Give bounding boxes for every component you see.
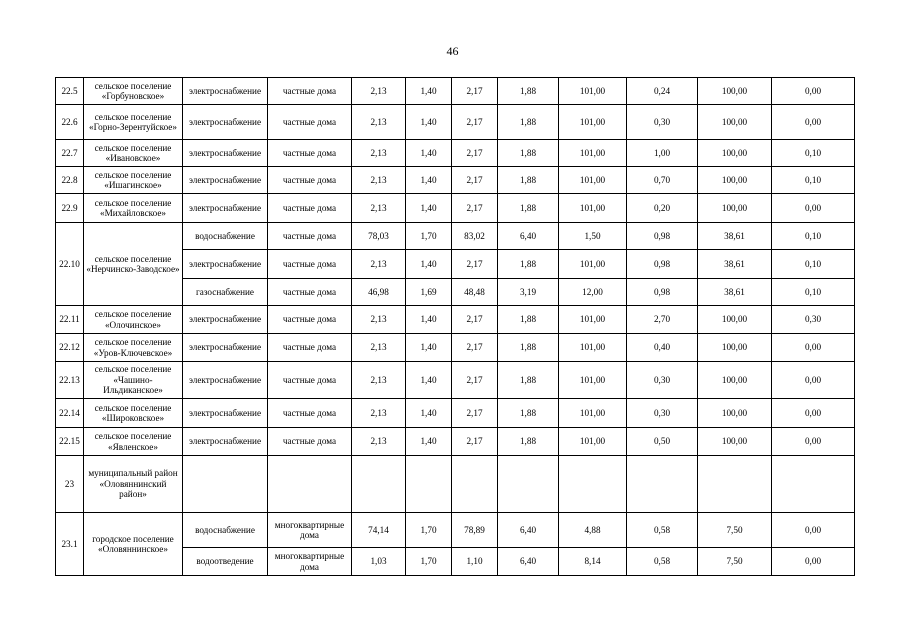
value-cell: 0,98 <box>627 279 698 306</box>
housing-type-cell: частные дома <box>268 167 352 194</box>
service-cell: электроснабжение <box>183 428 268 456</box>
page-number: 46 <box>446 44 459 58</box>
value-cell: 101,00 <box>559 194 627 223</box>
value-cell: 2,70 <box>627 306 698 334</box>
value-cell: 0,24 <box>627 78 698 105</box>
value-cell: 2,17 <box>452 306 498 334</box>
value-cell: 0,30 <box>772 306 855 334</box>
value-cell: 6,40 <box>498 548 559 576</box>
value-cell: 100,00 <box>698 194 772 223</box>
value-cell: 101,00 <box>559 428 627 456</box>
table-row <box>56 428 855 456</box>
value-cell: 0,40 <box>627 334 698 362</box>
settlement-name-cell: сельское поселение «Уров-Ключевское» <box>84 334 183 362</box>
value-cell: 78,89 <box>452 513 498 548</box>
value-cell: 2,13 <box>352 250 406 279</box>
service-cell: электроснабжение <box>183 167 268 194</box>
value-cell: 38,61 <box>698 250 772 279</box>
row-number-cell: 22.11 <box>56 306 84 334</box>
value-cell: 0,00 <box>772 78 855 105</box>
value-cell: 101,00 <box>559 334 627 362</box>
service-cell: электроснабжение <box>183 105 268 140</box>
value-cell: 1,70 <box>406 513 452 548</box>
housing-type-cell: частные дома <box>268 78 352 105</box>
value-cell: 0,10 <box>772 167 855 194</box>
value-cell: 1,03 <box>352 548 406 576</box>
table-row <box>56 513 855 548</box>
service-cell: водоотведение <box>183 548 268 576</box>
row-number-cell: 23.1 <box>56 513 84 576</box>
value-cell: 1,69 <box>406 279 452 306</box>
settlement-name-cell: сельское поселение «Ишагинское» <box>84 167 183 194</box>
value-cell: 0,00 <box>772 334 855 362</box>
value-cell: 74,14 <box>352 513 406 548</box>
value-cell: 2,17 <box>452 167 498 194</box>
service-cell: водоснабжение <box>183 513 268 548</box>
value-cell: 100,00 <box>698 78 772 105</box>
value-cell: 1,40 <box>406 250 452 279</box>
value-cell: 1,40 <box>406 105 452 140</box>
value-cell: 1,88 <box>498 362 559 399</box>
value-cell: 101,00 <box>559 306 627 334</box>
value-cell: 2,13 <box>352 428 406 456</box>
value-cell: 1,88 <box>498 167 559 194</box>
housing-type-cell: частные дома <box>268 250 352 279</box>
row-number-cell: 22.14 <box>56 399 84 428</box>
value-cell: 1,88 <box>498 428 559 456</box>
service-cell: электроснабжение <box>183 140 268 167</box>
row-number-cell: 22.9 <box>56 194 84 223</box>
value-cell: 2,17 <box>452 362 498 399</box>
service-cell: электроснабжение <box>183 399 268 428</box>
row-number-cell: 22.7 <box>56 140 84 167</box>
value-cell: 101,00 <box>559 362 627 399</box>
value-cell: 1,40 <box>406 306 452 334</box>
value-cell: 100,00 <box>698 428 772 456</box>
housing-type-cell: частные дома <box>268 334 352 362</box>
value-cell: 0,30 <box>627 399 698 428</box>
value-cell: 100,00 <box>698 306 772 334</box>
settlement-name-cell: сельское поселение «Ивановское» <box>84 140 183 167</box>
value-cell: 46,98 <box>352 279 406 306</box>
settlement-name-cell: сельское поселение «Горно-Зерентуйское» <box>84 105 183 140</box>
value-cell: 1,88 <box>498 105 559 140</box>
settlement-name-cell: сельское поселение «Нерчинско-Заводское» <box>84 223 183 306</box>
value-cell: 78,03 <box>352 223 406 250</box>
value-cell <box>698 456 772 513</box>
value-cell: 1,88 <box>498 250 559 279</box>
settlement-name-cell: сельское поселение «Явленское» <box>84 428 183 456</box>
settlement-name-cell: сельское поселение «Горбуновское» <box>84 78 183 105</box>
housing-type-cell <box>268 456 352 513</box>
settlement-name-cell: муниципальный район «Оловяннинский район» <box>84 456 183 513</box>
value-cell: 2,17 <box>452 250 498 279</box>
value-cell: 0,00 <box>772 428 855 456</box>
value-cell: 38,61 <box>698 279 772 306</box>
value-cell: 2,13 <box>352 334 406 362</box>
table-row <box>56 140 855 167</box>
row-number-cell: 23 <box>56 456 84 513</box>
value-cell: 1,70 <box>406 223 452 250</box>
value-cell: 0,00 <box>772 105 855 140</box>
table-row <box>56 306 855 334</box>
housing-type-cell: частные дома <box>268 223 352 250</box>
value-cell: 48,48 <box>452 279 498 306</box>
value-cell: 1,10 <box>452 548 498 576</box>
value-cell: 6,40 <box>498 223 559 250</box>
value-cell: 101,00 <box>559 399 627 428</box>
value-cell: 2,13 <box>352 194 406 223</box>
value-cell: 1,88 <box>498 306 559 334</box>
service-cell: электроснабжение <box>183 334 268 362</box>
housing-type-cell: частные дома <box>268 194 352 223</box>
value-cell: 0,00 <box>772 513 855 548</box>
value-cell: 38,61 <box>698 223 772 250</box>
service-cell: газоснабжение <box>183 279 268 306</box>
value-cell: 1,88 <box>498 194 559 223</box>
housing-type-cell: частные дома <box>268 362 352 399</box>
value-cell: 100,00 <box>698 105 772 140</box>
value-cell: 2,17 <box>452 399 498 428</box>
value-cell <box>498 456 559 513</box>
value-cell: 0,58 <box>627 548 698 576</box>
value-cell: 0,10 <box>772 250 855 279</box>
value-cell: 0,00 <box>772 548 855 576</box>
value-cell: 1,70 <box>406 548 452 576</box>
value-cell: 2,17 <box>452 140 498 167</box>
value-cell: 83,02 <box>452 223 498 250</box>
value-cell: 1,40 <box>406 78 452 105</box>
value-cell: 1,40 <box>406 194 452 223</box>
value-cell: 0,10 <box>772 140 855 167</box>
value-cell: 2,13 <box>352 399 406 428</box>
table-row <box>56 399 855 428</box>
value-cell: 1,50 <box>559 223 627 250</box>
value-cell: 1,88 <box>498 399 559 428</box>
table-row <box>56 78 855 105</box>
value-cell: 3,19 <box>498 279 559 306</box>
housing-type-cell: многоквартирные дома <box>268 548 352 576</box>
value-cell: 7,50 <box>698 548 772 576</box>
service-cell: электроснабжение <box>183 362 268 399</box>
value-cell: 0,00 <box>772 399 855 428</box>
service-cell <box>183 456 268 513</box>
value-cell <box>406 456 452 513</box>
housing-type-cell: частные дома <box>268 279 352 306</box>
service-cell: электроснабжение <box>183 78 268 105</box>
value-cell: 0,20 <box>627 194 698 223</box>
value-cell: 2,13 <box>352 362 406 399</box>
housing-type-cell: частные дома <box>268 306 352 334</box>
value-cell <box>627 456 698 513</box>
value-cell: 101,00 <box>559 78 627 105</box>
value-cell: 101,00 <box>559 250 627 279</box>
row-number-cell: 22.8 <box>56 167 84 194</box>
value-cell: 101,00 <box>559 167 627 194</box>
row-number-cell: 22.12 <box>56 334 84 362</box>
service-cell: электроснабжение <box>183 194 268 223</box>
settlement-name-cell: сельское поселение «Михайловское» <box>84 194 183 223</box>
table-row <box>56 105 855 140</box>
housing-type-cell: частные дома <box>268 105 352 140</box>
value-cell: 4,88 <box>559 513 627 548</box>
value-cell <box>559 456 627 513</box>
value-cell: 0,58 <box>627 513 698 548</box>
service-cell: электроснабжение <box>183 306 268 334</box>
value-cell: 101,00 <box>559 105 627 140</box>
value-cell: 2,17 <box>452 334 498 362</box>
value-cell: 0,98 <box>627 223 698 250</box>
value-cell: 0,10 <box>772 223 855 250</box>
table-row <box>56 167 855 194</box>
value-cell <box>352 456 406 513</box>
value-cell: 2,17 <box>452 428 498 456</box>
settlement-name-cell: городское поселение «Оловяннинское» <box>84 513 183 576</box>
housing-type-cell: частные дома <box>268 140 352 167</box>
value-cell: 8,14 <box>559 548 627 576</box>
table-row <box>56 362 855 399</box>
table-row <box>56 223 855 250</box>
value-cell: 1,40 <box>406 334 452 362</box>
value-cell: 0,30 <box>627 105 698 140</box>
value-cell <box>452 456 498 513</box>
table-row <box>56 194 855 223</box>
value-cell: 2,13 <box>352 306 406 334</box>
value-cell: 1,40 <box>406 399 452 428</box>
value-cell: 0,00 <box>772 362 855 399</box>
value-cell: 6,40 <box>498 513 559 548</box>
table-row <box>56 456 855 513</box>
value-cell: 100,00 <box>698 140 772 167</box>
value-cell: 1,00 <box>627 140 698 167</box>
value-cell: 1,40 <box>406 362 452 399</box>
settlement-name-cell: сельское поселение «Олочинское» <box>84 306 183 334</box>
value-cell: 0,70 <box>627 167 698 194</box>
value-cell: 1,88 <box>498 140 559 167</box>
value-cell: 1,40 <box>406 140 452 167</box>
value-cell: 2,17 <box>452 194 498 223</box>
housing-type-cell: частные дома <box>268 428 352 456</box>
value-cell: 2,17 <box>452 105 498 140</box>
table-row <box>56 334 855 362</box>
value-cell: 1,88 <box>498 78 559 105</box>
value-cell: 12,00 <box>559 279 627 306</box>
value-cell: 0,00 <box>772 194 855 223</box>
housing-type-cell: частные дома <box>268 399 352 428</box>
row-number-cell: 22.5 <box>56 78 84 105</box>
value-cell: 0,50 <box>627 428 698 456</box>
row-number-cell: 22.13 <box>56 362 84 399</box>
tariff-table <box>55 77 855 576</box>
value-cell: 101,00 <box>559 140 627 167</box>
value-cell: 2,13 <box>352 78 406 105</box>
value-cell: 1,40 <box>406 428 452 456</box>
service-cell: водоснабжение <box>183 223 268 250</box>
value-cell: 1,88 <box>498 334 559 362</box>
row-number-cell: 22.6 <box>56 105 84 140</box>
value-cell: 2,13 <box>352 167 406 194</box>
value-cell: 0,30 <box>627 362 698 399</box>
value-cell: 0,10 <box>772 279 855 306</box>
settlement-name-cell: сельское поселение «Широковское» <box>84 399 183 428</box>
row-number-cell: 22.10 <box>56 223 84 306</box>
value-cell: 100,00 <box>698 362 772 399</box>
housing-type-cell: многоквартирные дома <box>268 513 352 548</box>
value-cell: 2,13 <box>352 105 406 140</box>
service-cell: электроснабжение <box>183 250 268 279</box>
value-cell: 100,00 <box>698 334 772 362</box>
value-cell: 1,40 <box>406 167 452 194</box>
value-cell: 0,98 <box>627 250 698 279</box>
value-cell: 2,17 <box>452 78 498 105</box>
value-cell: 2,13 <box>352 140 406 167</box>
value-cell <box>772 456 855 513</box>
value-cell: 100,00 <box>698 399 772 428</box>
value-cell: 7,50 <box>698 513 772 548</box>
row-number-cell: 22.15 <box>56 428 84 456</box>
settlement-name-cell: сельское поселение «Чашино-Ильдиканское» <box>84 362 183 399</box>
value-cell: 100,00 <box>698 167 772 194</box>
